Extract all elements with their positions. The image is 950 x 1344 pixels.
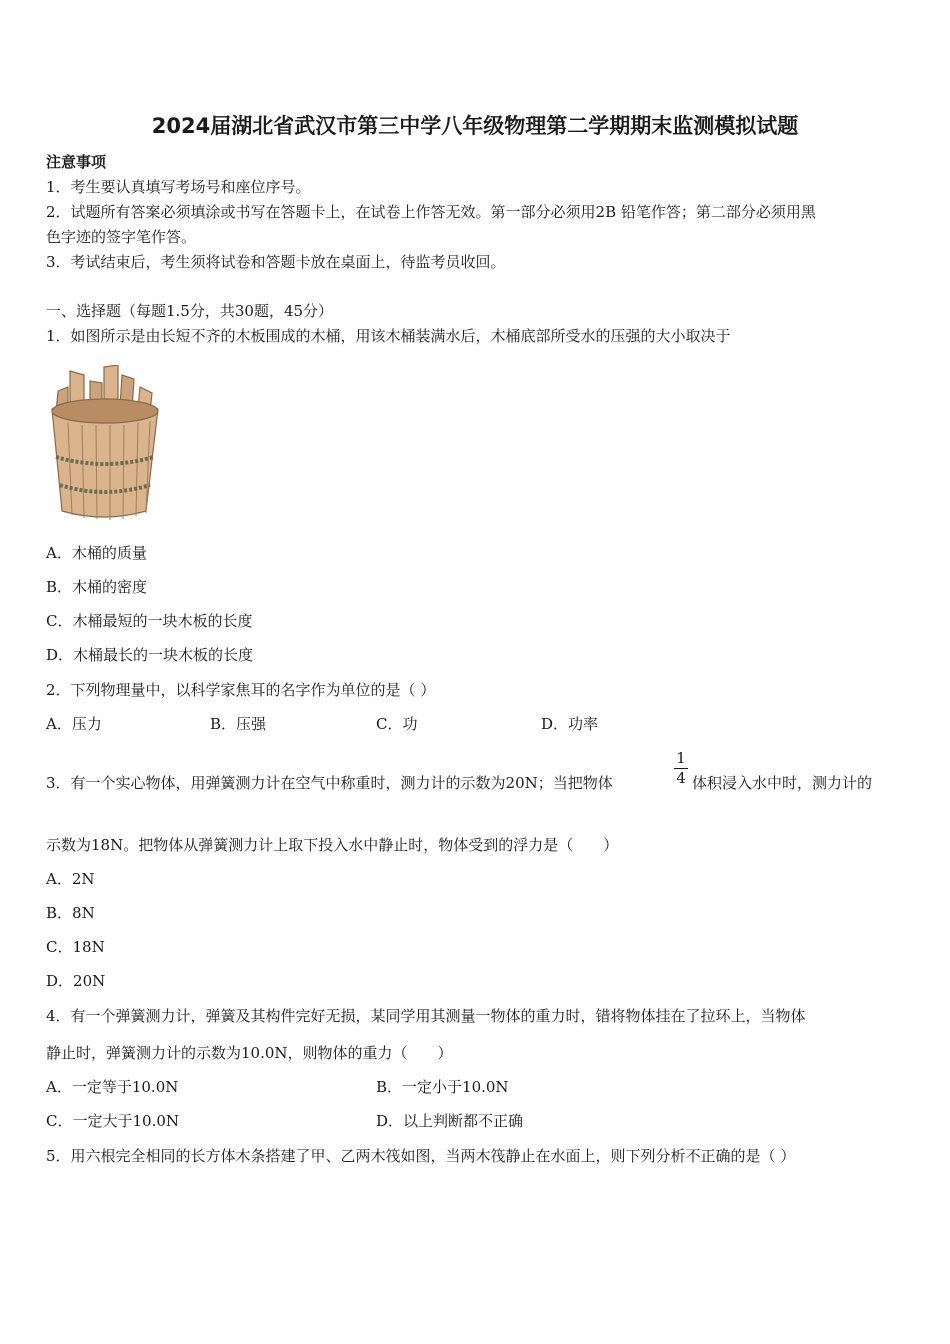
q1-option-d: D．木桶最长的一块木板的长度	[46, 646, 254, 664]
notice-item-2-cont: 色字迹的签字笔作答。	[46, 228, 197, 246]
q2-option-c: C．功	[376, 715, 418, 733]
q1-option-b: B．木桶的密度	[46, 578, 148, 596]
fraction-numerator: 1	[676, 749, 686, 767]
q5-stem: 5．用六根完全相同的长方体木条搭建了甲、乙两木筏如图，当两木筏静止在水面上，则下列分析不正确的是（ ）	[46, 1147, 796, 1165]
q3-option-c: C．18N	[46, 938, 105, 956]
wooden-barrel-image	[44, 365, 164, 525]
q3-fraction	[674, 750, 688, 787]
notice-item-2: 2．试题所有答案必须填涂或书写在答题卡上，在试卷上作答无效。第一部分必须用2B 铅笔作答；第二部分必须用黑	[46, 203, 816, 221]
q4-stem-part2: 静止时，弹簧测力计的示数为10.0N，则物体的重力（ ）	[46, 1044, 453, 1062]
q1-stem: 1．如图所示是由长短不齐的木板围成的木桶，用该木桶装满水后，木桶底部所受水的压强的大小取决于	[46, 327, 731, 345]
q3-stem-part1: 3．有一个实心物体，用弹簧测力计在空气中称重时，测力计的示数为20N；当把物体	[46, 774, 613, 792]
q1-option-c: C．木桶最短的一块木板的长度	[46, 612, 253, 630]
notice-heading: 注意事项	[46, 153, 107, 171]
q2-option-d: D．功率	[541, 715, 599, 733]
notice-item-3: 3．考试结束后，考生须将试卷和答题卡放在桌面上，待监考员收回。	[46, 253, 506, 271]
q2-option-a: A．压力	[46, 715, 102, 733]
section-heading: 一、选择题（每题1.5分，共30题，45分）	[46, 302, 334, 320]
q4-option-c: C．一定大于10.0N	[46, 1112, 180, 1130]
notice-item-1: 1．考生要认真填写考场号和座位序号。	[46, 178, 311, 196]
q3-option-a: A．2N	[46, 870, 95, 888]
q1-option-a: A．木桶的质量	[46, 544, 147, 562]
fraction-denominator: 4	[676, 769, 686, 787]
q4-option-d: D．以上判断都不正确	[376, 1112, 524, 1130]
q2-stem: 2．下列物理量中，以科学家焦耳的名字作为单位的是（ ）	[46, 681, 436, 699]
q4-option-a: A．一定等于10.0N	[46, 1078, 179, 1096]
q4-option-b: B．一定小于10.0N	[376, 1078, 509, 1096]
q3-stem-part2: 体积浸入水中时，测力计的	[692, 774, 873, 792]
page-title: 2024届湖北省武汉市第三中学八年级物理第二学期期末监测模拟试题	[151, 114, 799, 138]
q3-stem-part3: 示数为18N。把物体从弹簧测力计上取下投入水中静止时，物体受到的浮力是（ ）	[46, 836, 619, 854]
q3-option-b: B．8N	[46, 904, 95, 922]
q4-stem-part1: 4．有一个弹簧测力计，弹簧及其构件完好无损，某同学用其测量一物体的重力时，错将物体挂在了拉环上，当物体	[46, 1007, 806, 1025]
q2-option-b: B．压强	[210, 715, 267, 733]
q3-option-d: D．20N	[46, 972, 106, 990]
